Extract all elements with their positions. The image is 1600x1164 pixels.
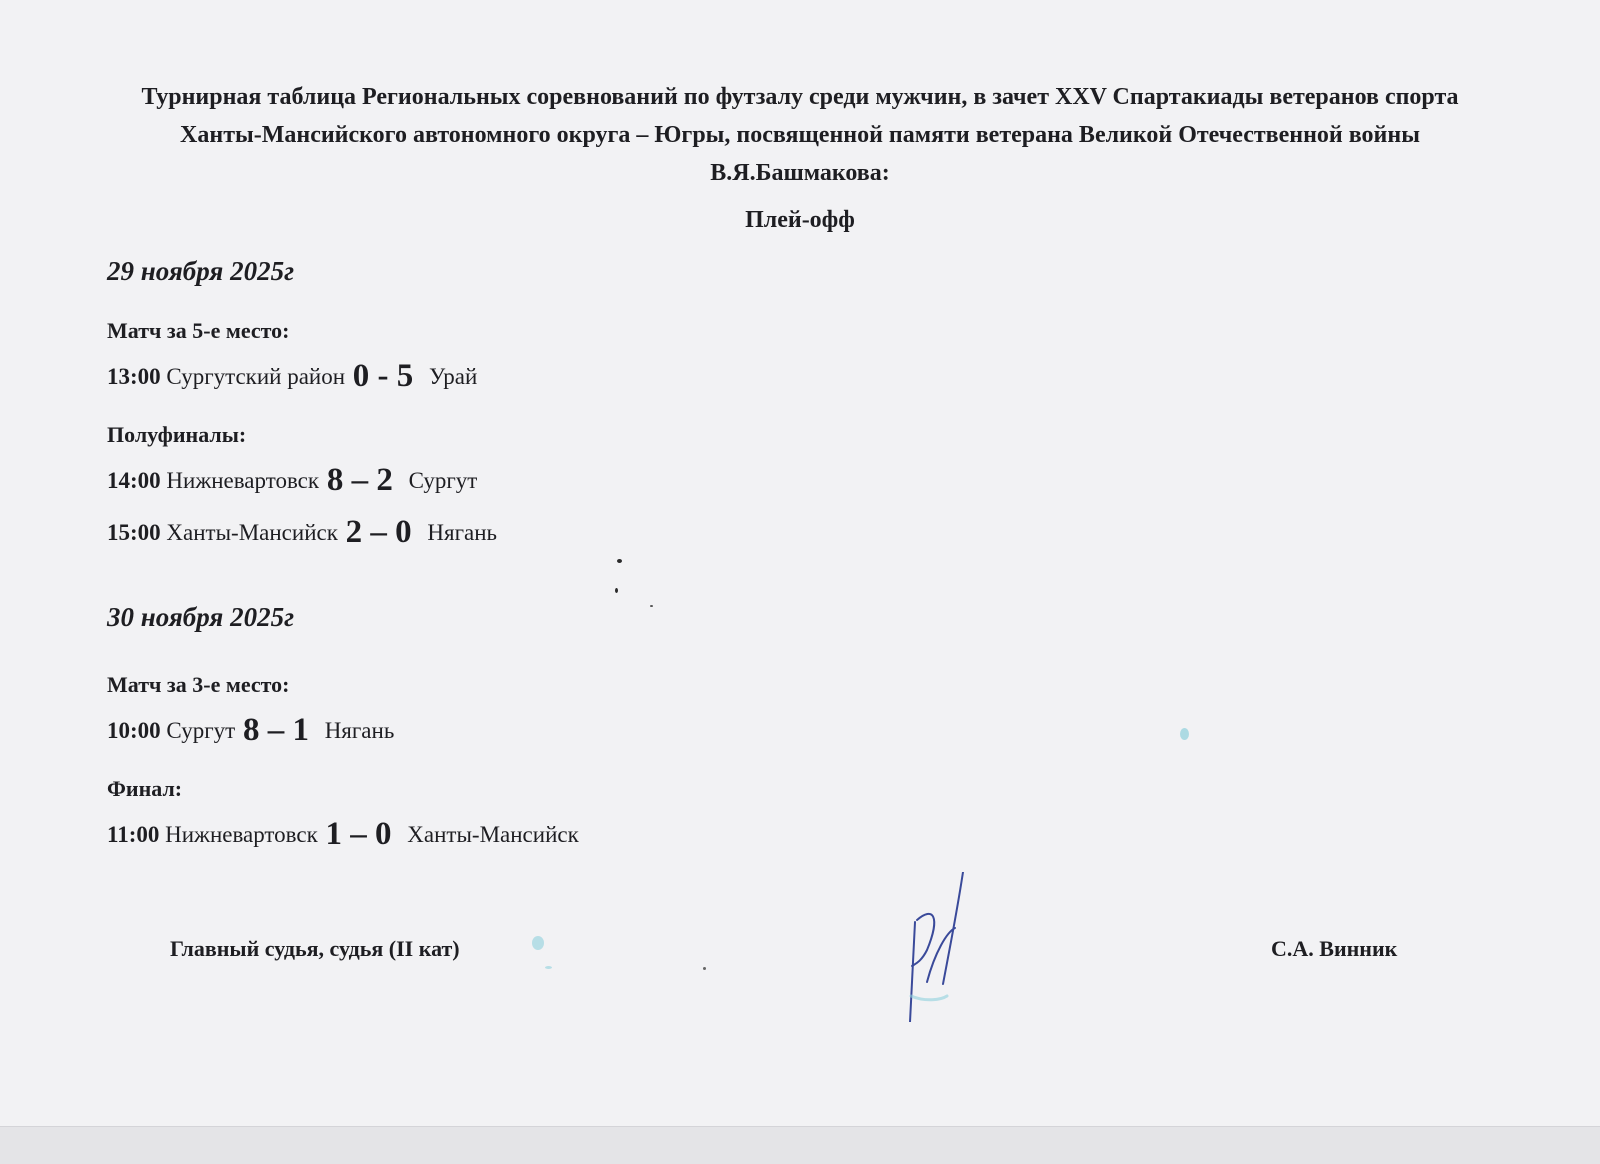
away-team: Нягань bbox=[324, 718, 395, 743]
home-team: Сургут bbox=[166, 718, 236, 743]
away-team: Нягань bbox=[427, 520, 498, 545]
home-team: Нижневартовск bbox=[165, 822, 318, 847]
day-date: 29 ноября 2025г bbox=[107, 256, 295, 286]
match-row bbox=[107, 712, 394, 749]
match-score: 8 – 1 bbox=[242, 712, 309, 748]
scan-speck bbox=[703, 967, 706, 970]
match-row bbox=[107, 358, 477, 395]
match-score: 1 – 0 bbox=[325, 816, 392, 852]
chief-referee-name: С.А. Винник bbox=[1271, 936, 1398, 961]
match-group-label: Матч за 3-е место: bbox=[107, 672, 290, 697]
day-date: 30 ноября 2025г bbox=[107, 602, 295, 632]
match-score: 0 - 5 bbox=[352, 358, 414, 394]
match-time: 14:00 bbox=[107, 468, 161, 493]
scan-speck bbox=[650, 605, 653, 607]
document-title: Турнирная таблица Региональных соревнований по футзалу среди мужчин, в зачет XXV Спартакиады ветеранов спорта Ханты-Мансийского автономного округа – Югры, посвященной памяти ветерана Великой Отечественной войны В.Я.Башмакова: bbox=[141, 84, 1459, 186]
scan-speck bbox=[545, 966, 552, 969]
away-team: Урай bbox=[429, 364, 478, 389]
match-group-label: Полуфиналы: bbox=[107, 422, 247, 447]
away-team: Сургут bbox=[408, 468, 478, 493]
match-row bbox=[107, 462, 477, 499]
match-group-label: Матч за 5-е место: bbox=[107, 318, 290, 343]
scan-speck bbox=[615, 588, 618, 593]
stage-heading: Плей-офф bbox=[745, 207, 855, 233]
match-score: 8 – 2 bbox=[326, 462, 393, 498]
scan-speck bbox=[617, 559, 622, 563]
away-team: Ханты-Мансийск bbox=[407, 822, 579, 847]
match-time: 13:00 bbox=[107, 364, 161, 389]
match-score: 2 – 0 bbox=[345, 514, 412, 550]
match-time: 15:00 bbox=[107, 520, 161, 545]
scan-speck bbox=[1180, 728, 1189, 740]
chief-referee-label: Главный судья, судья (II кат) bbox=[170, 936, 460, 961]
home-team: Ханты-Мансийск bbox=[166, 520, 338, 545]
match-row bbox=[107, 816, 579, 853]
handwritten-signature bbox=[905, 872, 995, 1022]
home-team: Сургутский район bbox=[166, 364, 346, 389]
home-team: Нижневартовск bbox=[166, 468, 320, 493]
match-group-label: Финал: bbox=[107, 776, 183, 801]
match-row bbox=[107, 514, 497, 551]
scan-speck bbox=[532, 936, 544, 950]
scanner-edge bbox=[0, 1126, 1600, 1164]
match-time: 10:00 bbox=[107, 718, 161, 743]
match-time: 11:00 bbox=[107, 822, 160, 847]
